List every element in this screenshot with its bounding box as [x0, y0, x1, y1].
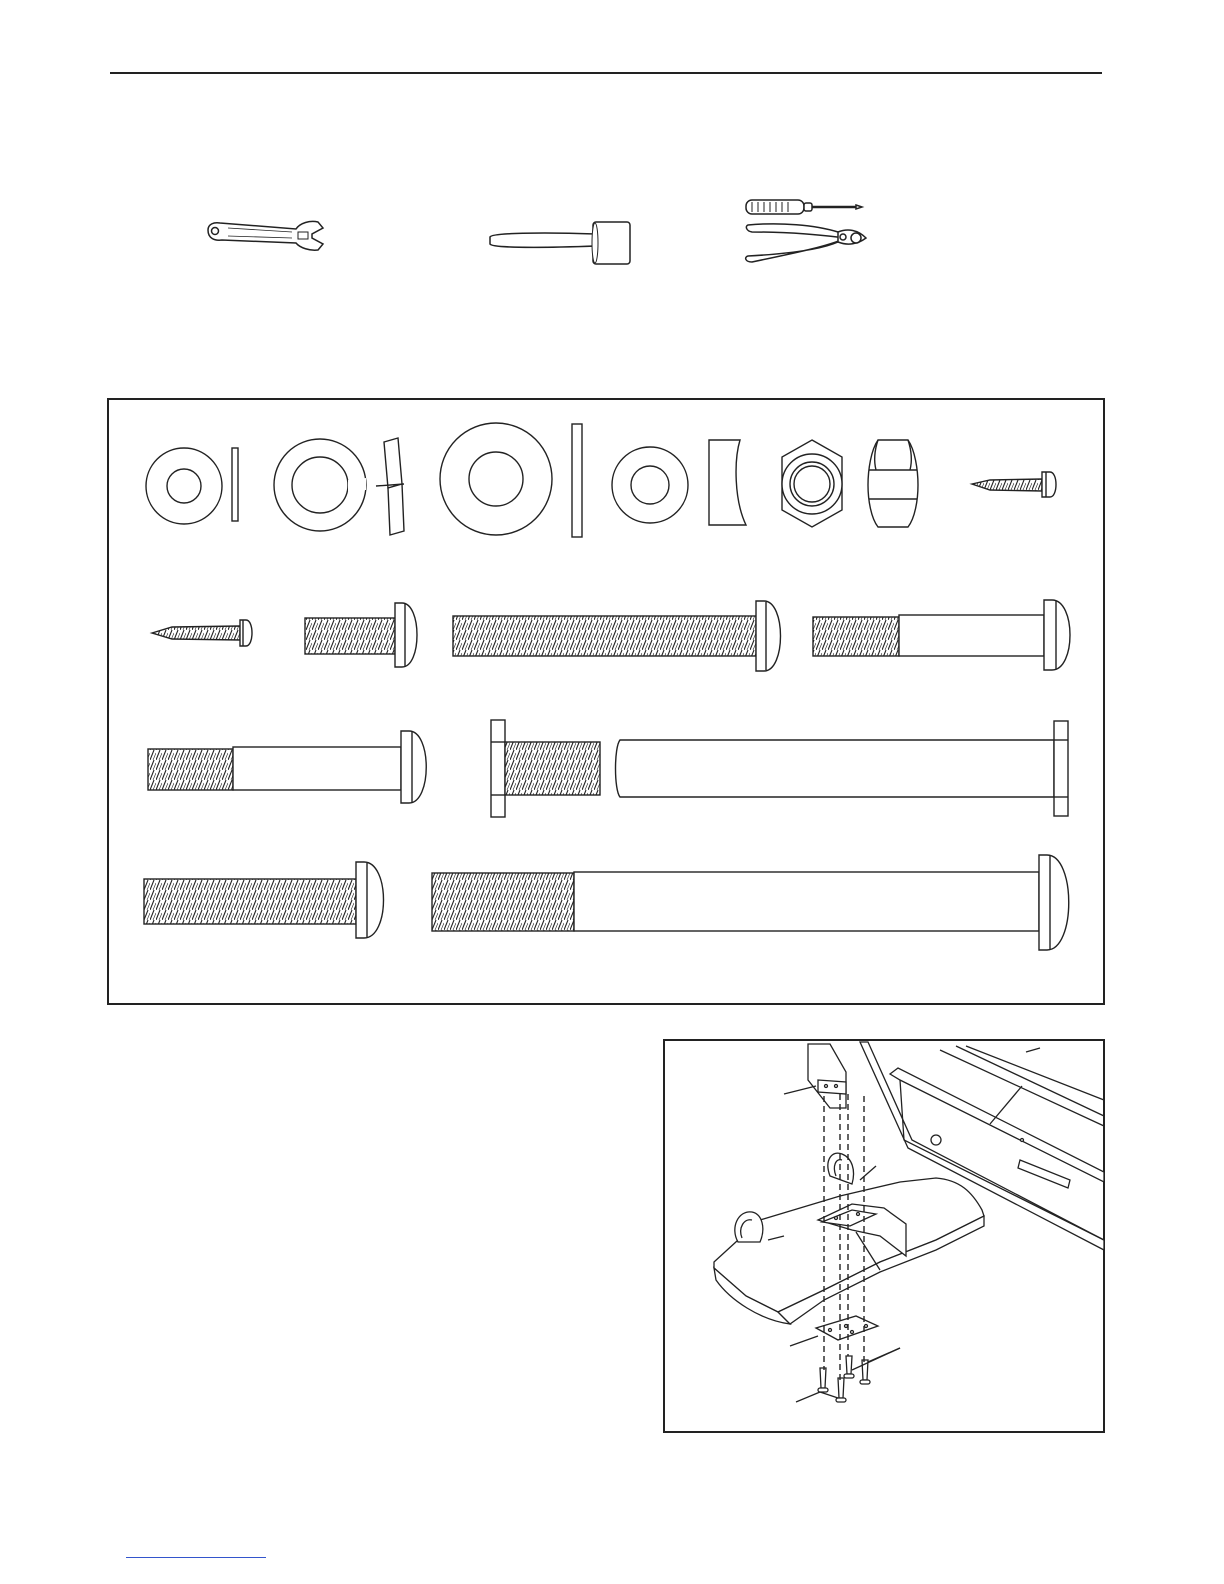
shoulder-bolt-medium-icon [148, 731, 426, 803]
figure-1-drawing [714, 1042, 1104, 1402]
curved-washer-icon [612, 440, 746, 525]
large-flat-washer-icon [440, 423, 582, 537]
long-shoulder-bolt-icon [432, 855, 1069, 950]
phillips-screwdriver-icon [746, 200, 862, 214]
hex-axle-bolt-icon [491, 720, 1068, 817]
hardware-row-4 [144, 855, 1069, 950]
hardware-row-2 [152, 600, 1070, 671]
screws-icon [796, 1348, 900, 1402]
hardware-row-1 [146, 423, 1056, 537]
footer-link-underline [126, 1557, 266, 1558]
rear-stabilizer-icon [714, 1153, 984, 1324]
bolt-medium-icon [144, 862, 384, 938]
screw-icon [152, 620, 252, 646]
hex-nylon-locknut-icon [782, 440, 918, 527]
base-plate-icon [790, 1316, 878, 1346]
rubber-mallet-icon [490, 222, 630, 264]
hardware-row-3 [148, 720, 1068, 817]
long-threaded-bolt-icon [453, 601, 781, 671]
flat-washer-icon [146, 448, 238, 524]
short-bolt-icon [305, 603, 417, 667]
split-lock-washer-icon [274, 438, 404, 535]
front-bracket-icon [784, 1044, 846, 1108]
pliers-icon [746, 224, 866, 262]
small-screw-icon [972, 472, 1056, 497]
adjustable-wrench-icon [208, 221, 323, 250]
shoulder-bolt-icon [813, 600, 1070, 670]
